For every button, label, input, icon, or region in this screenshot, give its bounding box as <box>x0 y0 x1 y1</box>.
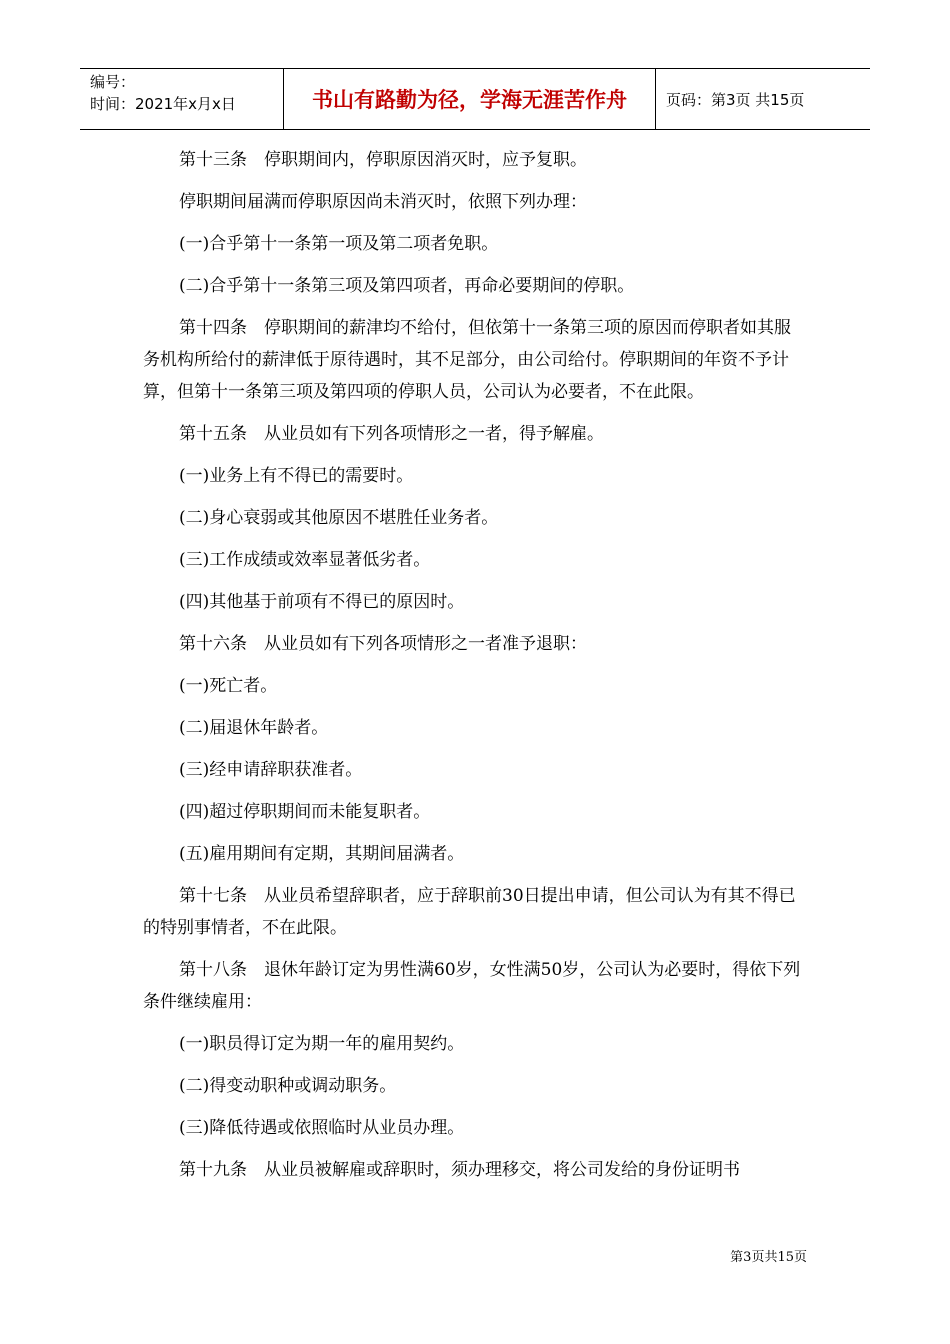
number-label: 编号： <box>90 73 136 91</box>
paragraph: (二)得变动职种或调动职务。 <box>179 1076 397 1096</box>
paragraph: (一)死亡者。 <box>179 676 278 696</box>
paragraph: (三)经申请辞职获准者。 <box>179 760 363 780</box>
paragraph: 第十五条 从业员如有下列各项情形之一者，得予解雇。 <box>179 424 604 444</box>
header-motto: 书山有路勤为径，学海无涯苦作舟 <box>283 69 656 129</box>
paragraph: (二)合乎第十一条第三项及第四项者，再命必要期间的停职。 <box>179 276 635 296</box>
page-footer: 第3页共15页 <box>730 1250 807 1265</box>
paragraph: (三)降低待遇或依照临时从业员办理。 <box>179 1118 465 1138</box>
paragraph: (一)合乎第十一条第一项及第二项者免职。 <box>179 234 499 254</box>
paragraph: (四)超过停职期间而未能复职者。 <box>179 802 431 822</box>
paragraph: (四)其他基于前项有不得已的原因时。 <box>179 592 465 612</box>
time-label: 时间：2021年x月x日 <box>90 95 236 113</box>
paragraph: 第十四条 停职期间的薪津均不给付，但依第十一条第三项的原因而停职者如其服务机构所给付的薪津低于原待遇时，其不足部分，由公司给付。停职期间的年资不予计算，但第十一条第三项及第四项的停职人员，公司认为必要者，不在此限。 <box>143 318 791 402</box>
page-header <box>80 68 870 130</box>
paragraph: 第十六条 从业员如有下列各项情形之一者准予退职： <box>179 634 587 654</box>
paragraph: (一)职员得订定为期一年的雇用契约。 <box>179 1034 465 1054</box>
paragraph: 停职期间届满而停职原因尚未消灭时，依照下列办理： <box>179 192 587 212</box>
paragraph: 第十三条 停职期间内，停职原因消灭时，应予复职。 <box>179 150 587 170</box>
paragraph: (二)届退休年龄者。 <box>179 718 329 738</box>
paragraph: (一)业务上有不得已的需要时。 <box>179 466 414 486</box>
paragraph: 第十七条 从业员希望辞职者，应于辞职前30日提出申请，但公司认为有其不得已的特别事情者，不在此限。 <box>143 886 796 938</box>
paragraph: (五)雇用期间有定期，其期间届满者。 <box>179 844 465 864</box>
header-meta <box>80 69 283 129</box>
paragraph: (三)工作成绩或效率显著低劣者。 <box>179 550 431 570</box>
paragraph: 第十八条 退休年龄订定为男性满60岁，女性满50岁，公司认为必要时，得依下列条件继续雇用： <box>143 960 801 1012</box>
header-page-number: 页码：第3页 共15页 <box>666 90 805 109</box>
paragraph: 第十九条 从业员被解雇或辞职时，须办理移交，将公司发给的身份证明书 <box>179 1160 740 1180</box>
document-body <box>143 144 807 1196</box>
paragraph: (二)身心衰弱或其他原因不堪胜任业务者。 <box>179 508 499 528</box>
